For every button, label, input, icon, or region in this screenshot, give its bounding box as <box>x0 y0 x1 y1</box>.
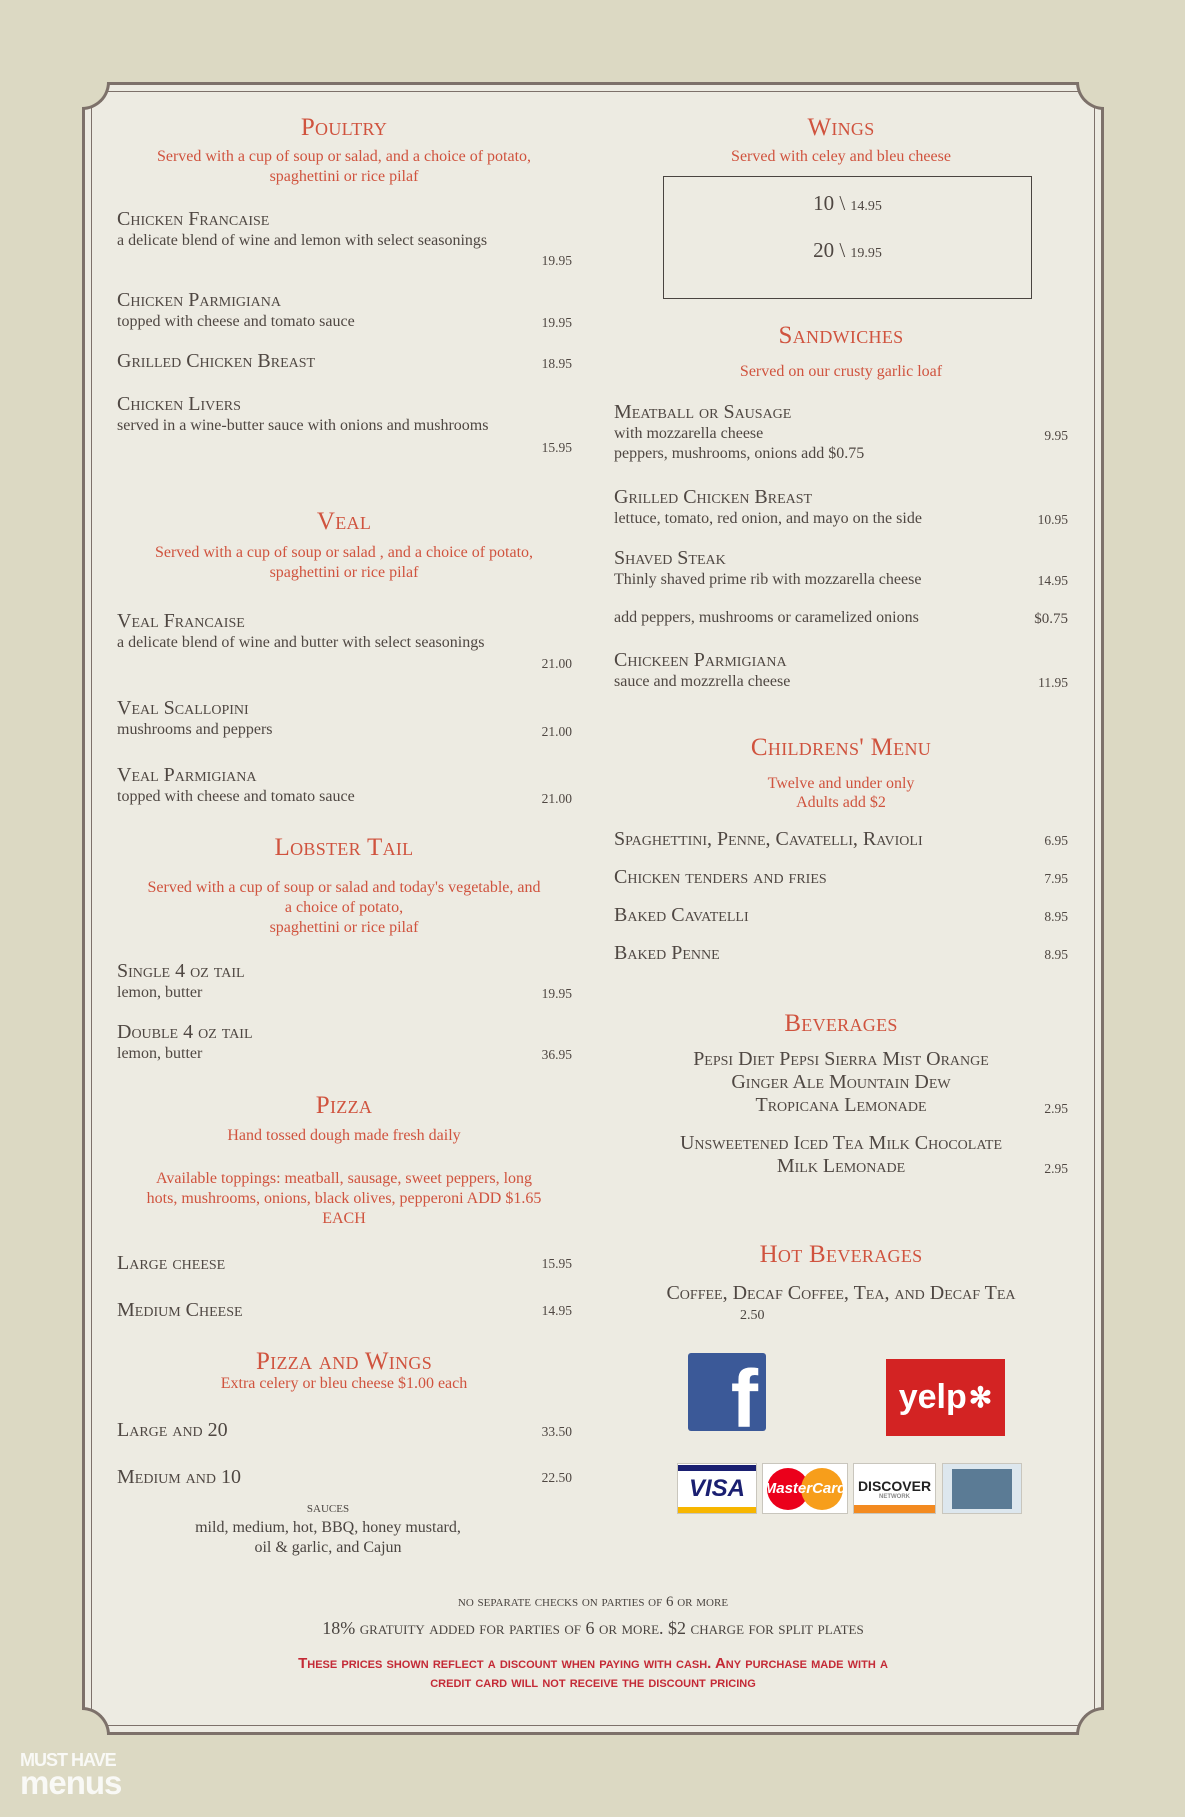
wings-price: 14.95 <box>850 199 882 214</box>
pizza-title: Pizza <box>315 1092 373 1119</box>
menu-item-name: Chickeen Parmigiana <box>614 649 787 671</box>
menu-item-price: 33.50 <box>541 1424 572 1439</box>
menu-item-price: $0.75 <box>1034 611 1068 627</box>
menu-item-name: Chicken Livers <box>117 393 241 415</box>
menu-item-desc: add peppers, mushrooms or caramelized onions <box>614 609 919 626</box>
menu-item-name: Veal Parmigiana <box>117 764 257 786</box>
wings-count: 20 \ <box>813 238 846 262</box>
beverage-list: Milk Lemonade <box>776 1155 906 1177</box>
menu-item-name: Meatball or Sausage <box>614 401 792 423</box>
sauces-title: sauces <box>306 1499 350 1516</box>
menu-item-name: Chicken tenders and fries <box>614 866 827 888</box>
menu-item-name: Chicken Francaise <box>117 208 270 230</box>
menu-item-name: Medium Cheese <box>117 1299 243 1321</box>
childrens-title: Childrens' Menu <box>750 734 932 761</box>
menu-item-desc: topped with cheese and tomato sauce <box>117 313 355 330</box>
menu-item-price: 21.00 <box>541 656 572 671</box>
yelp-burst-icon: ✻ <box>968 1382 993 1413</box>
veal-subtitle: spaghettini or rice pilaf <box>269 564 419 581</box>
childrens-subtitle: Adults add $2 <box>796 794 886 811</box>
hot-beverages-title: Hot Beverages <box>759 1241 923 1268</box>
menu-item-name: Medium and 10 <box>117 1466 241 1488</box>
watermark-logo <box>20 1750 122 1802</box>
menu-item-name: Large cheese <box>117 1252 226 1274</box>
menu-item-desc: sauce and mozzrella cheese <box>614 673 791 690</box>
watermark-line: MUST HAVE <box>20 1750 116 1770</box>
menu-item-name: Large and 20 <box>117 1419 228 1441</box>
beverage-list: Unsweetened Iced Tea Milk Chocolate <box>679 1132 1003 1154</box>
pizza-wings-title: Pizza and Wings <box>255 1348 433 1375</box>
pizza-toppings: hots, mushrooms, onions, black olives, pepperoni ADD $1.65 <box>146 1190 542 1207</box>
yelp-wordmark: yelp <box>898 1378 967 1416</box>
menu-item-name: Shaved Steak <box>614 547 726 569</box>
hot-beverage-price: 2.50 <box>740 1308 765 1323</box>
lobster-subtitle: spaghettini or rice pilaf <box>269 919 419 936</box>
menu-item-price: 19.95 <box>541 986 572 1001</box>
menu-item-name: Spaghettini, Penne, Cavatelli, Ravioli <box>614 828 923 850</box>
mastercard-label: MasterCard <box>763 1480 847 1497</box>
menu-item-price: 6.95 <box>1044 833 1068 848</box>
lobster-title: Lobster Tail <box>274 834 414 861</box>
watermark-line: menus <box>20 1764 122 1802</box>
visa-card-icon <box>677 1463 757 1514</box>
menu-item-price: 7.95 <box>1044 871 1068 886</box>
amex-card-face <box>952 1469 1012 1509</box>
menu-item-name: Veal Francaise <box>117 610 245 632</box>
childrens-subtitle: Twelve and under only <box>767 775 915 792</box>
menu-item-price: 15.95 <box>541 440 572 455</box>
menu-item-desc: a delicate blend of wine and butter with select seasonings <box>117 634 485 651</box>
wings-count: 10 \ <box>813 191 846 215</box>
menu-item-name: Baked Penne <box>614 942 720 964</box>
menu-item-desc: lemon, butter <box>117 1045 203 1062</box>
wings-subtitle: Served with celey and bleu cheese <box>731 148 951 165</box>
discover-card-icon <box>853 1463 936 1514</box>
veal-title: Veal <box>316 508 372 535</box>
discover-sublabel: NETWORK <box>879 1493 910 1500</box>
menu-item-price: 9.95 <box>1044 428 1068 443</box>
menu-item-price: 15.95 <box>541 1256 572 1271</box>
mastercard-icon <box>762 1463 848 1514</box>
menu-item-price: 14.95 <box>541 1303 572 1318</box>
cash-discount-notice: These prices shown reflect a discount when paying with cash. Any purchase made with a <box>298 1655 888 1672</box>
footer-note: no separate checks on parties of 6 or more <box>457 1594 729 1610</box>
menu-item-name: Grilled Chicken Breast <box>614 486 813 508</box>
menu-item-price: 36.95 <box>541 1047 572 1062</box>
wings-price-box <box>663 176 1032 299</box>
wings-title: Wings <box>807 114 875 141</box>
menu-item-desc: peppers, mushrooms, onions add $0.75 <box>614 445 865 462</box>
visa-label: VISA <box>688 1474 745 1502</box>
pizza-toppings: EACH <box>322 1210 366 1227</box>
beverages-title: Beverages <box>784 1010 898 1037</box>
menu-item-name: Grilled Chicken Breast <box>117 350 316 372</box>
menu-item-name: Single 4 oz tail <box>117 960 245 982</box>
menu-item-price: 19.95 <box>541 315 572 330</box>
menu-item-price: 8.95 <box>1044 947 1068 962</box>
visa-stripe <box>678 1507 756 1513</box>
amex-card-icon <box>942 1463 1022 1514</box>
menu-item-price: 10.95 <box>1037 512 1068 527</box>
footer-note: 18% gratuity added for parties of 6 or more. $2 charge for split plates <box>322 1618 864 1638</box>
sandwiches-title: Sandwiches <box>778 322 904 349</box>
wings-price: 19.95 <box>850 246 882 261</box>
menu-item-price: 11.95 <box>1038 675 1068 690</box>
menu-item-name: Chicken Parmigiana <box>117 289 282 311</box>
beverage-list: Ginger Ale Mountain Dew <box>731 1071 951 1093</box>
yelp-icon[interactable] <box>886 1359 1005 1436</box>
menu-item-price: 21.00 <box>541 791 572 806</box>
beverage-list: Tropicana Lemonade <box>755 1094 927 1116</box>
menu-item-desc: lemon, butter <box>117 984 203 1001</box>
sauces-list: mild, medium, hot, BBQ, honey mustard, <box>195 1519 461 1536</box>
poultry-subtitle: Served with a cup of soup or salad, and a choice of potato, <box>156 148 532 165</box>
discover-stripe <box>854 1505 935 1513</box>
menu-item-desc: served in a wine-butter sauce with onions and mushrooms <box>117 417 489 434</box>
beverage-price: 2.95 <box>1044 1161 1068 1176</box>
menu-item-desc: mushrooms and peppers <box>117 721 273 738</box>
menu-item-name: Double 4 oz tail <box>117 1021 253 1043</box>
menu-item-name: Veal Scallopini <box>117 697 249 719</box>
beverage-list: Pepsi Diet Pepsi Sierra Mist Orange <box>693 1048 989 1070</box>
menu-item-price: 18.95 <box>541 356 572 371</box>
menu-item-price: 22.50 <box>541 1470 572 1485</box>
poultry-subtitle: spaghettini or rice pilaf <box>269 168 419 185</box>
menu-item-desc: a delicate blend of wine and lemon with select seasonings <box>117 232 488 249</box>
menu-item-price: 14.95 <box>1037 573 1068 588</box>
pizza-toppings: Available toppings: meatball, sausage, sweet peppers, long <box>155 1170 533 1187</box>
menu-item-desc: topped with cheese and tomato sauce <box>117 788 355 805</box>
menu-item-price: 8.95 <box>1044 909 1068 924</box>
menu-item-desc: with mozzarella cheese <box>614 425 764 442</box>
veal-subtitle: Served with a cup of soup or salad , and a choice of potato, <box>154 544 534 561</box>
sauces-list: oil & garlic, and Cajun <box>254 1539 402 1556</box>
pizza-wings-subtitle: Extra celery or bleu cheese $1.00 each <box>220 1375 468 1392</box>
sandwiches-subtitle: Served on our crusty garlic loaf <box>739 363 943 380</box>
menu-item-desc: lettuce, tomato, red onion, and mayo on the side <box>614 510 922 527</box>
wings-row <box>664 238 1031 263</box>
menu-item-price: 19.95 <box>541 253 572 268</box>
menu-item-desc: Thinly shaved prime rib with mozzarella cheese <box>614 571 922 588</box>
cash-discount-notice: credit card will not receive the discount pricing <box>430 1674 756 1691</box>
poultry-title: Poultry <box>300 114 388 141</box>
lobster-subtitle: Served with a cup of soup or salad and today's vegetable, and <box>147 879 541 896</box>
beverage-price: 2.95 <box>1044 1101 1068 1116</box>
facebook-letter: f <box>730 1354 758 1431</box>
facebook-icon[interactable] <box>688 1353 766 1431</box>
menu-item-price: 21.00 <box>541 724 572 739</box>
lobster-subtitle: a choice of potato, <box>284 899 404 916</box>
hot-beverage-list: Coffee, Decaf Coffee, Tea, and Decaf Tea <box>666 1282 1016 1304</box>
menu-item-name: Baked Cavatelli <box>614 904 749 926</box>
pizza-subtitle: Hand tossed dough made fresh daily <box>227 1127 461 1144</box>
wings-row <box>664 191 1031 216</box>
discover-label: DISCOVER <box>857 1477 932 1494</box>
